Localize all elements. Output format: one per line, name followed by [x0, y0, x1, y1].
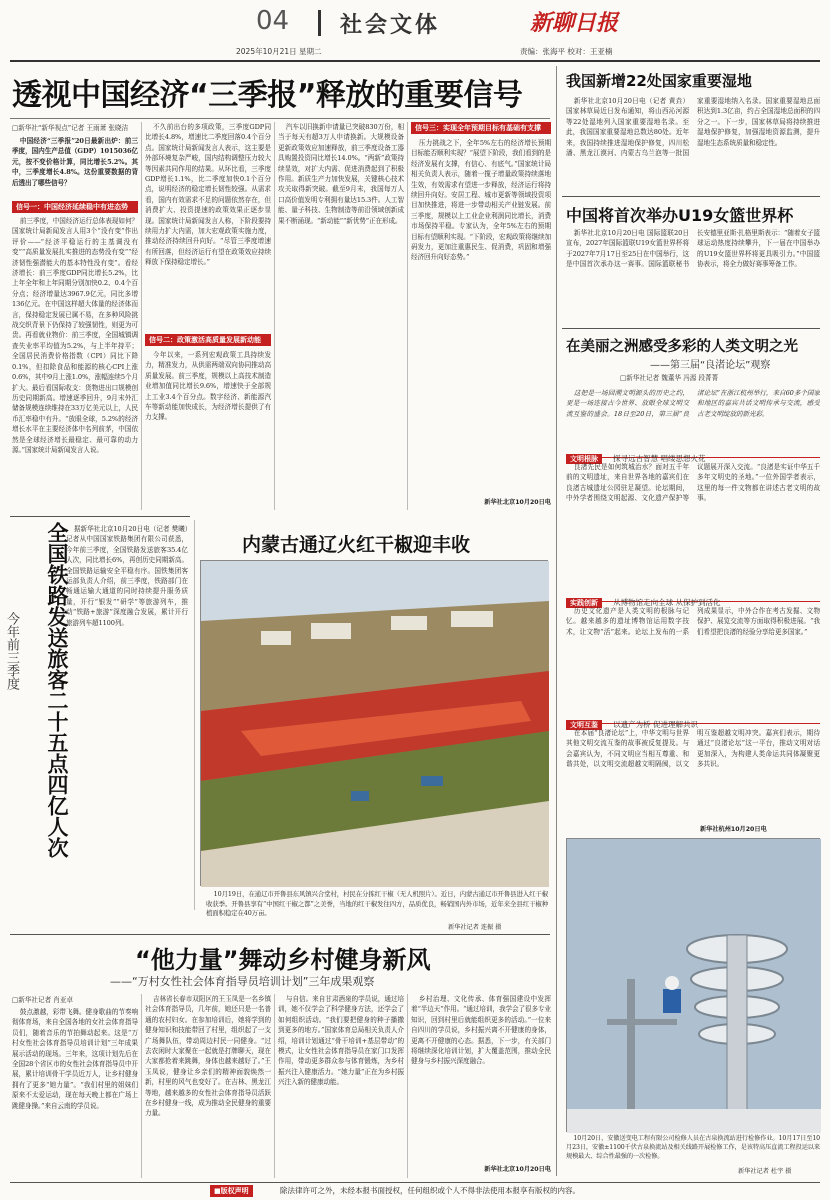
- section-rule: [562, 328, 820, 329]
- dance-body-3: 与自信。来自甘肃酒泉的学员说，通过培训，她不仅学会了科学健身方法，还学会了如何组织活动。“我们要把健身的种子播撒到更多的地方。”国家体育总局相关负责人介绍，培训计划通过“骨干培训+基层带动”的模式，让女性社会体育指导员在家门口发挥作用，带动更多群众参与体育锻炼，为乡村振兴注入健康活力。“她力量”正在为乡村振兴注入新的健康动能。: [278, 995, 404, 1087]
- lead-dateline: 新华社北京10月20日电: [484, 499, 551, 506]
- masthead-divider: [318, 10, 321, 36]
- dance-body-4: 乡村治理、文化传承、体育强国建设中发挥着“半边天”作用。“通过培训，我学会了很多专业知识，回到村里后就能组织更多的活动。”一位来自四川的学员说，乡村振兴离不开健康的身体，更离不开健康的心态。据悉，下一步，有关部门将继续深化培训计划，扩大覆盖范围，推动全民健身与乡村振兴深度融合。: [411, 995, 551, 1066]
- dance-body-1: 鼓点激越，彩带飞舞。健身歌曲的节奏响彻体育场，来自全国各地的女社会体育指导员们，随着音乐的节拍舞动起来。这是“万村女性社会体育指导员培训计划”三年成果展示活动的现场。三年来，这项计划先后在全国28个省区市的女性社会体育指导员中开展，累计培训骨干学员近万人，让乡村健身拥有了更多“她力量”。“我们村里的姐妹们原来不太爱运动，现在每天晚上都在广场上跳健身操。”来自云南的学员说。: [12, 1008, 138, 1110]
- dance-subhead: ——“万村女性社会体育指导员培训计划”三年成果观察: [110, 975, 375, 988]
- chili-harvest-photo: [200, 560, 548, 886]
- page-number: 04: [256, 6, 290, 36]
- u19-body: 新华社北京10月20日电 国际篮联20日宣布，2027年国际篮联U19女篮世界杯将于2027年7月17日至25日在中国举行，这是中国首次承办这一赛事。国际篮联秘书长安德里亚斯·扎格里斯表示：“随着女子篮球运动热度持续攀升，下一届在中国举办的U19女篮世界杯将更具吸引力。”中国篮协表示，将全力做好赛事筹备工作。: [566, 229, 820, 269]
- date-line: 2025年10月21日 星期二: [236, 47, 322, 56]
- lead-body-4: 压力挑战之下，全年5%左右的经济增长预期目标能否顺利实现？“展望下阶段，我们看到的是经济发展有支撑，有信心、有底气。”国家统计局相关负责人表示，随着一揽子增量政策持续落地生效，有效需求有望进一步释放，经济运行将持续回升向好。安居工程、城市更新等领域投资项目加快推进，将进一步带动相关产业链发展。前三季度，规模以上工业企业利润同比增长，消费市场保持平稳。专家认为，全年5%左右的预期目标有望顺利实现。“下阶段，宏观政策将继续加码发力，更加注重惠民生、促消费，巩固和增强经济回升向好态势。”: [411, 139, 551, 262]
- heritage-tag-title-3: 以遗产为桥 促进理解共识: [613, 720, 698, 729]
- heritage-dateline: 新华社杭州10月20日电: [700, 826, 767, 833]
- heritage-body-1: 良渚先民是如何筑城治水？面对五千年前的文明遗址，来自世界各地的嘉宾们在良渚古城遗址公园驻足凝望。论坛期间，中外学者围绕文明起源、文化遗产保护等议题展开深入交流。“良渚是实证中华五千多年文明史的圣地。”一位外国学者表示，这里的每一件文物都在讲述古老文明的故事。: [566, 463, 820, 503]
- section-rule: [10, 516, 190, 517]
- column-rule: [274, 994, 275, 1178]
- lead-column-1: [12, 122, 138, 512]
- dance-dateline: 新华社北京10月20日电: [484, 1166, 551, 1173]
- heritage-tag-1: 文明根脉: [566, 454, 602, 464]
- column-rule: [407, 122, 408, 510]
- section-title: 社会文体: [340, 13, 441, 38]
- lead-column-2: [145, 122, 271, 512]
- column-rule: [141, 122, 142, 510]
- dance-column-4: [411, 994, 551, 1178]
- lead-subhead-1: 信号一：中国经济延续稳中有进态势: [12, 201, 138, 213]
- heritage-subhead: ——第三届“良渚论坛”观察: [650, 360, 771, 371]
- section-rule: [10, 934, 550, 935]
- dance-column-1: [12, 994, 138, 1179]
- column-rule: [141, 994, 142, 1178]
- lead-body-2b: 今年以来，一系列宏观政策工具持续发力，精准发力，从供需两端双向协同推动高质量发展。前三季度，规模以上高技术制造业增加值同比增长9.6%，增速快于全部规上工业3.4个百分点。数字经济、新能源汽车等新动能加快成长，为经济增长提供了有力支撑。: [145, 351, 271, 422]
- lead-body-2: 不久前出台的多项政策，三季度GDP同比增长4.8%，增速比二季度回落0.4个百分点。国家统计局新闻发言人表示，这主要是外部环境复杂严峻，国内结构调整压力较大等因素共同作用的结果。从环比看，三季度GDP增长1.1%，比二季度加快0.1个百分点，说明经济的稳定增长韧性较强。从需求看，国内有效需求不足的问题依然存在，但消费扩大、投资提速的政策效果正逐步显现。国家统计局新闻发言人称，下阶段要持续用力扩大内需，加大宏观政策实施力度，推动经济持续回升向好。“尽管三季度增速有所回落，但经济运行有望在政策效应持续释放下保持稳定增长。”: [145, 123, 271, 267]
- lead-byline: □新华社“新华视点”记者 王雨萧 张晓洁: [12, 124, 129, 132]
- masthead: [0, 0, 830, 62]
- column-rule: [194, 520, 195, 910]
- editors-line: 责编：张海平 校对：王亚楠: [520, 47, 613, 56]
- chili-caption: 10月19日，在通辽市开鲁县东风镇兴合堂村，村民在分拣红干椒（无人机照片）。近日，内蒙古通辽市开鲁县进入红干椒收获季。开鲁县享有“中国红干椒之都”之美誉，当地的红干椒发往四方，品质优良，畅销国内外市场，近年来全县红干椒种植面积稳定在40万亩。: [206, 890, 548, 918]
- footer-bar: [10, 1182, 820, 1196]
- lead-subhead-2: 信号二：政策激活高质量发展新动能: [145, 334, 271, 346]
- lead-intro: 中国经济“三季报”20日最新出炉：前三季度，国内生产总值（GDP）1015036亿元，按不变价格计算，同比增长5.2%。其中，三季度增长4.8%。这份重要数据的背后透出了哪些信号？: [12, 137, 138, 187]
- page-divider: [556, 66, 557, 1176]
- lead-body-3: 汽车以旧换新申请量已突破830万份，相当于每天有超3万人申请换新。大规模设备更新政策效应加速释放，前三季度设备工器具购置投资同比增长14.0%。“两新”政策持续显效，对扩大内需、促进消费起到了积极作用。新质生产力加快发展，关键核心技术攻关取得新突破。截至9月末，我国每万人口高价值发明专利拥有量达15.3件。人工智能、量子科技、生物制造等前沿领域创新成果不断涌现。“新动能”“新优势”正在形成。: [278, 123, 404, 225]
- dance-byline: □新华社记者 肖亚卓: [12, 996, 74, 1004]
- chili-credit: 新华社记者 连振 摄: [448, 924, 502, 931]
- heritage-tag-title-2: 从博物馆走向全球 从保护到活化: [613, 598, 721, 607]
- lead-rule: [10, 118, 550, 119]
- substation-credit: 新华社记者 杜宇 摄: [738, 1168, 792, 1175]
- heritage-body-3: 在本届“良渚论坛”上，中华文明与世界其他文明交流互鉴的故事被反复提及。与会嘉宾认为，不同文明应当相互尊重、和谐共处，以文明交流超越文明隔阂，以文明互鉴超越文明冲突。嘉宾们表示，期待通过“良渚论坛”这一平台，推动文明对话更加深入，为构建人类命运共同体凝聚更多共识。: [566, 729, 820, 769]
- masthead-rule: [10, 60, 820, 62]
- copyright-notice: 除法律许可之外，未经本报书面授权，任何组织或个人不得非法使用本报享有版权的内容。: [280, 1186, 580, 1195]
- lead-column-4: [411, 122, 551, 512]
- heritage-tag-title-1: 探寻远古智慧 唱缕思想火花: [613, 454, 706, 463]
- heritage-body-2: 历史文化遗产是人类文明的根脉与记忆。越来越多的遗址博物馆运用数字技术，让文物“活”起来。论坛上发布的一系列成果显示，中外合作在考古发掘、文物保护、展览交流等方面取得积极进展。“我们希望把良渚的经验分享给更多国家。”: [566, 607, 820, 636]
- heritage-tag-row-3: [566, 712, 820, 729]
- wetlands-headline: 我国新增22处国家重要湿地: [566, 72, 752, 90]
- heritage-tag-2: 实践创新: [566, 598, 602, 608]
- rail-subhead: 今年前三季度: [4, 612, 19, 690]
- heritage-byline: □新华社记者 魏董华 冯源 段菁菁: [620, 374, 719, 382]
- field-illustration: [201, 561, 549, 887]
- copyright-tag: ■版权声明: [210, 1185, 253, 1197]
- section-rule: [562, 196, 820, 197]
- heritage-tag-3: 文明互鉴: [566, 720, 602, 730]
- chili-headline: 内蒙古通辽火红干椒迎丰收: [241, 534, 470, 556]
- lead-headline: 透视中国经济“三季报”释放的重要信号: [12, 78, 523, 113]
- substation-illustration: [567, 839, 821, 1133]
- lead-body-1: 前三季度，中国经济运行总体表现如何？国家统计局新闻发言人用3个“没有变”作出评价——“经济平稳运行的主基调没有变”“高质量发展扎实推进的态势没有变”“经济韧性强潜能大的基本特性没有变”。看经济增长：前三季度GDP同比增长5.2%，比上年全年和上年同期分别加快0.2、0.4个百分点；经济增量达3967.9亿元，同比多增136亿元。在中国这样超大体量的经济体而言，保持稳定发展已属不易，在多种风险挑战交织背景下仍保持了较强韧性，则更为可贵。再看就业物价：前三季度，全国城镇调查失业率平均值为5.2%，与上半年持平；全国居民消费价格指数（CPI）同比下降0.1%，但扣除食品和能源的核心CPI上涨0.6%，其中9月上涨1.0%，涨幅连续5个月扩大。最后看国际收支：货物进出口规模创历史同期新高。增速逐季回升，9月末外汇储备规模连续维持在33万亿美元以上，人民币汇率稳中有升。“放眼全球，5.2%的经济增长水平在主要经济体中名列前茅，中国依然是全球经济增长最稳定、最可靠的动力源。”国家统计局新闻发言人说。: [12, 217, 138, 454]
- u19-headline: 中国将首次举办U19女篮世界杯: [566, 206, 794, 225]
- lead-column-3: [278, 122, 404, 512]
- dance-body-2: 吉林省长春市双阳区的王玉凤是一名乡镇社会体育指导员，几年前，她还只是一名普通的农村妇女。在参加培训后，她将学到的健身知识和技能带回了村里，组织起了一支广场舞队伍，带动周边村民一同健身。“过去农闲时大家聚在一起就是打牌聊天，现在大家都抢着来跳舞，身体也越来越好了。”王玉凤说，健身让乡亲们的精神面貌焕然一新，村里的风气也变好了。在吉林、黑龙江等地，越来越多的女性社会体育指导员活跃在乡村健身一线，成为推动全民健身的重要力量。: [145, 995, 271, 1118]
- rail-body: 据新华社北京10月20日电（记者 樊曦）记者从中国国家铁路集团有限公司获悉，今年前三季度，全国铁路发送旅客35.4亿人次，同比增长6%，再创历史同期新高。全国铁路运输安全平稳有序。国铁集团客运部负责人介绍，前三季度，铁路部门在畅通运输大通道的同时持续提升服务质量，开行“银发”“研学”等旅游列车，推动“铁路+旅游”深度融合发展，累计开行旅游列车超1100列。: [66, 525, 188, 627]
- rail-headline-text: 全国铁路发送旅客二十五点四亿人次: [45, 522, 69, 858]
- lead-subhead-3: 信号三：实现全年预期目标有基础有支撑: [411, 122, 551, 134]
- heritage-headline: 在美丽之洲感受多彩的人类文明之光: [566, 339, 798, 355]
- heritage-lead: 这把是一场回溯文明源头的历史之约，更是一场连接古今世界、放眼全球文明交流互鉴的盛会。18日至20日，第三届“良渚论坛”在浙江杭州举行，来自60多个国家和地区的嘉宾共话文明传承与交流，感受古老文明绽放的新光彩。: [566, 389, 820, 418]
- heritage-tag-row-2: [566, 590, 820, 607]
- substation-photo: [566, 838, 820, 1132]
- column-rule: [407, 994, 408, 1178]
- dance-headline: “他力量”舞动乡村健身新风: [135, 946, 431, 974]
- heritage-tag-row-1: [566, 446, 820, 463]
- column-rule: [274, 122, 275, 510]
- newspaper-logo: 新聊日报: [530, 10, 619, 36]
- substation-caption: 10月20日，安徽送变电工程有限公司检修人员在古泉换流站进行检修作业。10月17日至10月23日，安徽±1100千伏古泉换流站及相关线路开展检修工作，是该特高压直流工程投运以来规模最大、综合性最强的一次检修。: [566, 1135, 820, 1160]
- wetlands-body: 新华社北京10月20日电（记者 黄垚）国家林草局近日发布通知，将山西沁河源等22处湿地列入国家重要湿地名录。至此，我国国家重要湿地总数达80处。近年来，我国持续推进湿地保护修复，四川松潘、黑龙江漠河、内蒙古乌兰泡等一批国家重要湿地纳入名录。国家重要湿地总面积达到1.3亿亩，约占全国湿地总面积的四分之一。下一步，国家林草局将持续推进湿地保护修复，加强湿地资源监测，提升湿地生态系统质量和稳定性。: [566, 97, 820, 158]
